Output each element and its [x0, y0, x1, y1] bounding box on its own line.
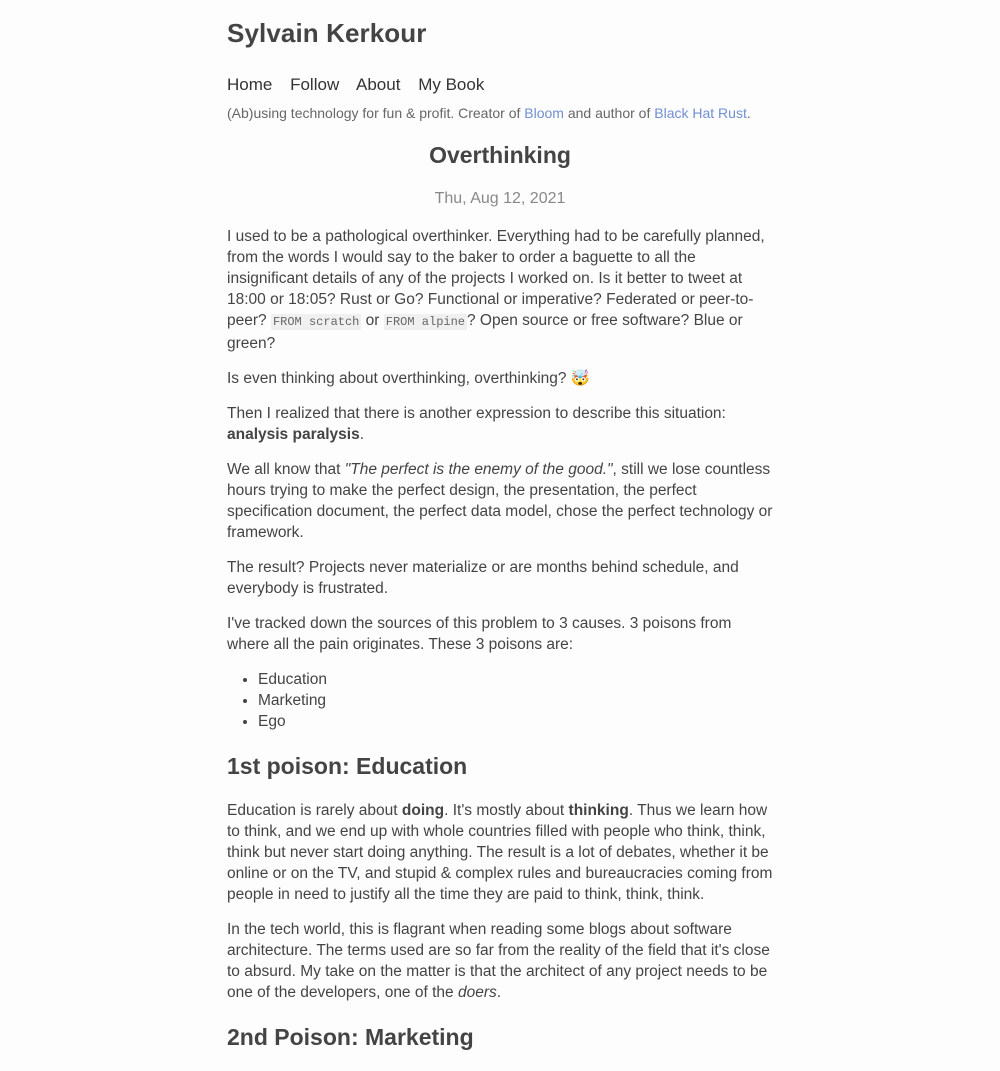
- main-nav: [227, 75, 497, 95]
- paragraph-text: . It's mostly about: [444, 802, 569, 819]
- tagline-prefix: (Ab)using technology for fun & profit. Creator of: [227, 105, 525, 121]
- site-title[interactable]: Sylvain Kerkour: [227, 18, 427, 48]
- inline-code-from-alpine: FROM alpine: [385, 315, 465, 329]
- bloom-link[interactable]: Bloom: [524, 105, 564, 121]
- post-date: Thu, Aug 12, 2021: [434, 190, 566, 207]
- nav-about-link[interactable]: About: [356, 75, 401, 94]
- post-content: [227, 226, 773, 1071]
- paragraph-education: [227, 800, 773, 905]
- site-tagline: [227, 105, 751, 121]
- paragraph-perfect-enemy: [227, 459, 773, 543]
- paragraph-text: or: [361, 312, 384, 329]
- paragraph-overthinking-question: Is even thinking about overthinking, overthinking? 🤯: [227, 370, 591, 387]
- paragraph-text: Education is rarely about: [227, 802, 402, 819]
- bold-doing: doing: [401, 802, 445, 819]
- list-item-education: • Education: [258, 669, 773, 690]
- bold-analysis-paralysis: analysis paralysis: [227, 426, 360, 443]
- paragraph-text: .: [496, 984, 502, 1001]
- paragraph-three-poisons: I've tracked down the sources of this problem to 3 causes. 3 poisons from where all the pain originates. These 3 poisons are:: [227, 615, 732, 653]
- paragraph-text: Then I realized that there is another expression to describe this situation:: [227, 405, 726, 422]
- italic-doers: doers: [457, 984, 497, 1001]
- italic-quote: "The perfect is the enemy of the good.": [344, 461, 613, 478]
- heading-marketing: 2nd Poison: Marketing: [227, 1024, 474, 1050]
- paragraph-text: . Thus we learn how to think, and we end up with whole countries filled with people who think, think, think but never start doing anything. The result is a lot of debates, whether it be online or on the TV, and stupid & complex rules and bureaucracies coming from people in need to justify all the time they are paid to think, think, think.: [227, 802, 773, 903]
- paragraph-text: , still we lose countless hours trying to make the perfect design, the presentation, the perfect specification document, the perfect data model, chose the perfect technology or framework.: [227, 461, 773, 541]
- bold-thinking: thinking: [568, 802, 629, 819]
- paragraph-analysis-paralysis: [227, 403, 773, 445]
- black-hat-rust-link[interactable]: Black Hat Rust: [654, 105, 747, 121]
- tagline-suffix: .: [746, 105, 751, 121]
- list-item-marketing: • Marketing: [258, 690, 773, 711]
- nav-my-book-link[interactable]: My Book: [418, 75, 485, 94]
- paragraph-text: .: [359, 426, 365, 443]
- post-title: Overthinking: [429, 142, 571, 168]
- tagline-middle: and author of: [563, 105, 655, 121]
- heading-education: 1st poison: Education: [227, 753, 468, 779]
- inline-code-from-scratch: FROM scratch: [272, 315, 360, 329]
- poisons-list: [227, 669, 773, 732]
- paragraph-tech-world: [227, 919, 773, 1003]
- paragraph-text: ? Open source or free software? Blue or green?: [227, 312, 743, 352]
- paragraph-text: I used to be a pathological overthinker. Everything had to be carefully planned, from the words I would say to the baker to order a baguette to all the insignificant details of any of the projects I worked on. Is it better to tweet at 18:00 or 18:05? Rust or Go? Functional or imperative? Federated or peer-to-peer?: [227, 228, 765, 329]
- nav-follow-link[interactable]: Follow: [290, 75, 340, 94]
- nav-home-link[interactable]: Home: [227, 75, 273, 94]
- list-item-ego: • Ego: [258, 711, 773, 732]
- paragraph-text: We all know that: [227, 461, 345, 478]
- paragraph-intro: [227, 226, 773, 354]
- paragraph-result: The result? Projects never materialize or are months behind schedule, and everybody is frustrated.: [227, 559, 739, 597]
- paragraph-text: In the tech world, this is flagrant when reading some blogs about software architecture. The terms used are so far from the reality of the field that it's close to absurd. My take on the matter is that the architect of any project needs to be one of the developers, one of the: [227, 921, 770, 1001]
